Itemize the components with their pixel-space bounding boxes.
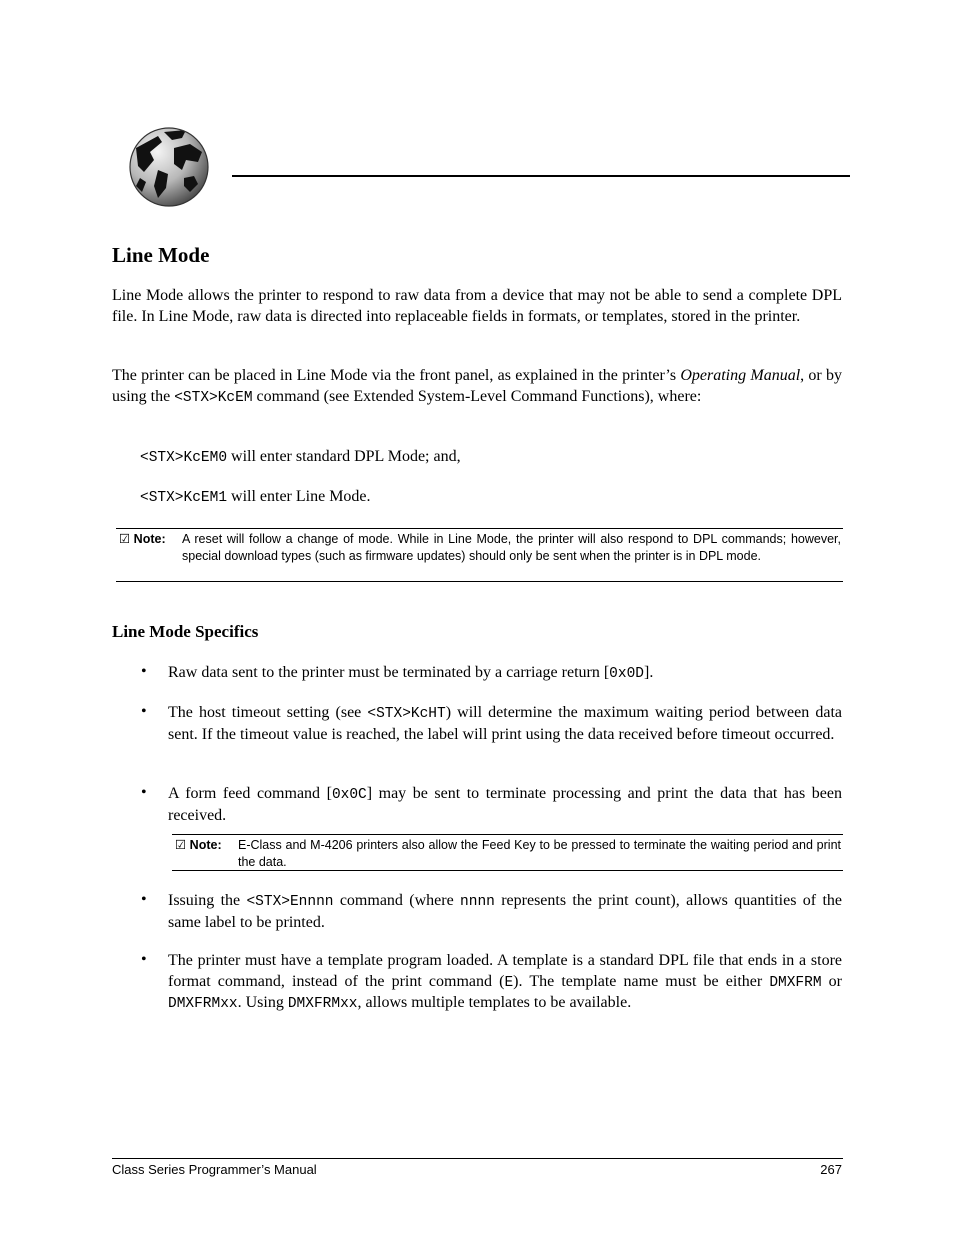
bullet-item-form-feed: A form feed command [0x0C] may be sent to terminate processing and print the data that has been received. [168,785,842,824]
bullet-item-template: The printer must have a template program loaded. A template is a standard DPL file that ends in a store format command, instead of the print command (E). The template name must be either DMXFRM or DMXFRMxx. Using DMXFRMxx, allows multiple templates to be available. [168,952,842,1012]
intro-paragraph: Line Mode allows the printer to respond to raw data from a device that may not be able to send a complete DPL file. In Line Mode, raw data is directed into replaceable fields in formats, or templates, stored in the printer. [112,287,842,325]
bullet-item-quantity: Issuing the <STX>Ennnn command (where nnnn represents the print count), allows quantities of the same label to be printed. [168,892,842,931]
command-standard-mode: <STX>KcEM0 will enter standard DPL Mode; and, [140,448,461,466]
footer-title: Class Series Programmer’s Manual [112,1162,317,1177]
bullet-marker: • [141,784,147,801]
specifics-title: Line Mode Specifics [112,622,259,641]
bullet-item-timeout: The host timeout setting (see <STX>KcHT) will determine the maximum waiting period between data sent. If the timeout value is reached, the label will print using the data received before timeout occurred. [168,704,843,743]
header-rule [232,175,850,177]
note-reset [116,528,843,582]
page-number: 267 [820,1162,842,1177]
note-text: E-Class and M-4206 printers also allow the Feed Key to be pressed to terminate the waiting period and print the data. [238,838,841,869]
note-label: ☑ Note: [119,532,166,546]
footer-rule [112,1158,843,1159]
note-label: ☑ Note: [175,838,222,852]
section-title: Line Mode [112,243,210,267]
bullet-marker: • [141,703,147,720]
globe-logo-icon [128,126,210,208]
bullet-item-termination: Raw data sent to the printer must be terminated by a carriage return [0x0D]. [168,664,654,682]
note-text: A reset will follow a change of mode. While in Line Mode, the printer will also respond to DPL commands; however, special download types (such as firmware updates) should only be sent when the printer is in DPL mode. [182,532,841,563]
bullet-marker: • [141,951,147,968]
note-feed-key [172,834,843,871]
command-line-mode: <STX>KcEM1 will enter Line Mode. [140,488,371,506]
bullet-marker: • [141,891,147,908]
mode-paragraph: The printer can be placed in Line Mode via the front panel, as explained in the printer’s Operating Manual, or by using the <STX>KcEM command (see Extended System-Level Command Functions), where: [112,367,843,406]
bullet-marker: • [141,663,147,680]
